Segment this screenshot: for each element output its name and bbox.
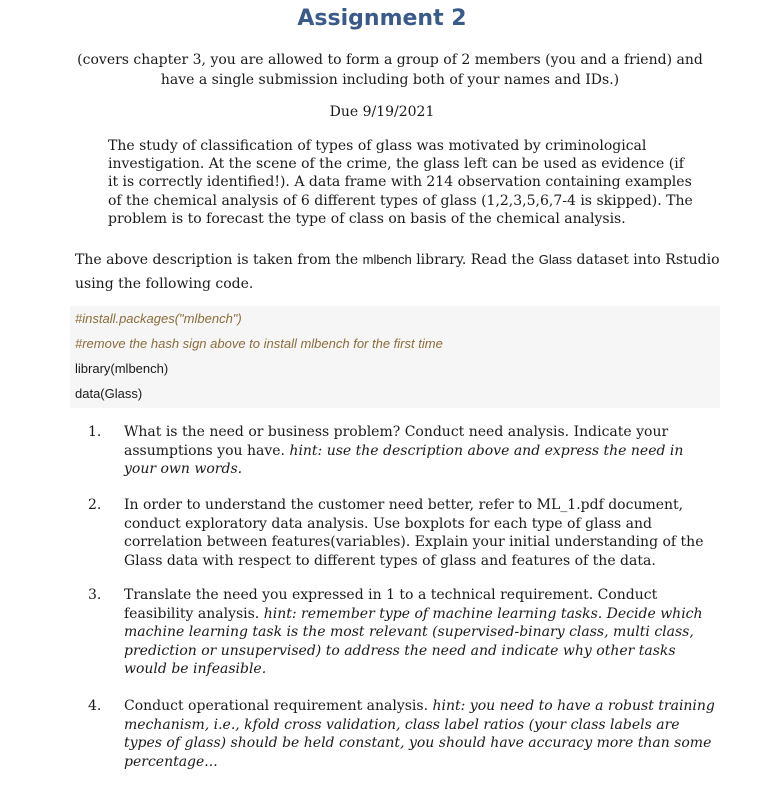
question-text: What is the need or business problem? Conduct need analysis. Indicate your assumptions you have. hint: use the description above and express the need in your own words.	[124, 424, 684, 478]
question-number: 4.	[88, 698, 102, 714]
question-number: 3.	[88, 587, 102, 603]
page-title: Assignment 2	[297, 6, 467, 31]
code-line-library: library(mlbench)	[75, 361, 169, 376]
question-text: Translate the need you expressed in 1 to a technical requirement. Conduct feasibility analysis. hint: remember type of machine learning tasks. Decide which machine learning task is the most relevant (supervised-binary class, multi class, prediction or unsupervised) to address the need and indicate why other tasks would be infeasible.	[124, 587, 703, 678]
due-date: Due 9/19/2021	[329, 104, 435, 120]
description-paragraph: The study of classification of types of glass was motivated by criminological investigation. At the scene of the crime, the glass left can be used as evidence (if it is correctly identified!). A data frame with 214 observation containing examples of the chemical analysis of 6 different types of glass (1,2,3,5,6,7-4 is skipped). The problem is to forecast the type of class on basis of the chemical analysis.	[108, 138, 693, 227]
instructions-part2: library. Read the	[411, 252, 539, 268]
question-text: Conduct operational requirement analysis. hint: you need to have a robust training mechanism, i.e., kfold cross validation, class label ratios (your class labels are types of glass) should be held constant, you should have accuracy more than some percentage...	[124, 698, 715, 770]
code-line-install-comment: #install.packages("mlbench")	[75, 311, 242, 326]
dataset-instructions	[75, 248, 735, 296]
instructions-part1: The above description is taken from the	[75, 252, 363, 268]
question-number: 1.	[88, 424, 102, 440]
code-line-data: data(Glass)	[75, 386, 143, 401]
question-number: 2.	[88, 497, 102, 513]
instructions-part3: dataset into Rstudio using the following code.	[75, 252, 720, 292]
intro-text: (covers chapter 3, you are allowed to form a group of 2 members (you and a friend) and have a single submission including both of your names and IDs.)	[77, 52, 703, 88]
question-hint: hint: you need to have a robust training mechanism, i.e., kfold cross validation, class label ratios (your class labels are types of glass) should be held constant, you should have accuracy more than some percentage...	[124, 698, 715, 770]
dataset-name: Glass	[538, 252, 572, 267]
question-hint: hint: use the description above and express the need in your own words.	[124, 442, 684, 478]
code-line-remove-hash-comment: #remove the hash sign above to install mlbench for the first time	[75, 336, 443, 351]
question-hint: hint: remember type of machine learning tasks. Decide which machine learning task is the most relevant (supervised-binary class, multi class, prediction or unsupervised) to address the need and indicate why other tasks would be infeasible.	[124, 605, 703, 678]
code-block	[70, 306, 720, 408]
question-text: In order to understand the customer need better, refer to ML_1.pdf document, conduct exploratory data analysis. Use boxplots for each type of glass and correlation between features(variables). Explain your initial understanding of the Glass data with respect to different types of glass and features of the data.	[124, 497, 704, 569]
library-name: mlbench	[362, 252, 412, 267]
